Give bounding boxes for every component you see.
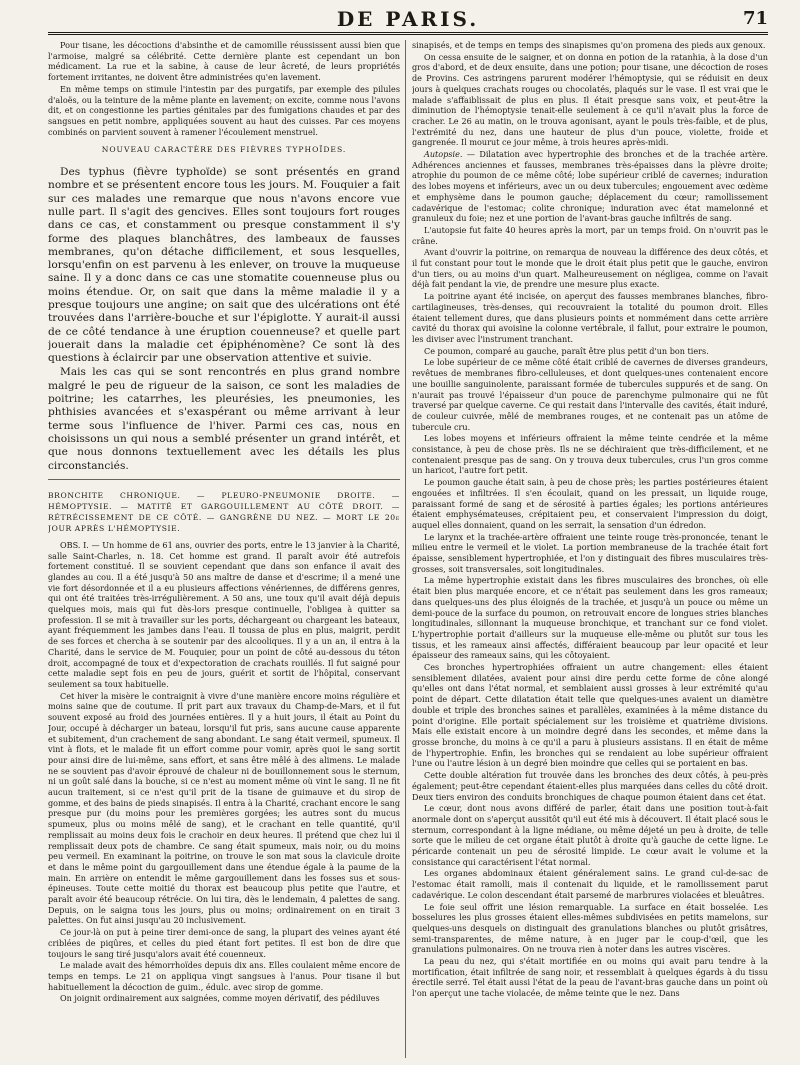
paragraph: Ce poumon, comparé au gauche, paraît être plus petit d'un bon tiers.	[424, 345, 709, 356]
paragraph: Mais les cas qui se sont rencontrés en plus grand nombre malgré le peu de rigueur de la saison, ce sont les maladies de poitrine; les catarrhes, les pleurésies, les pneumonies, les phthisies avancées et s'exaspérant ou même arrivant à leur terme sous l'influence de l'hiver. Parmi ces cas, nous en choisissons un qui nous a semblé présenter un grand intérêt, et que nous donnons textuellement avec les détails les plus circonstanciés.	[48, 366, 400, 472]
paragraph: La poitrine ayant été incisée, on aperçut des fausses membranes blanches, fibro-cartilagineuses, très-denses, qui recouvraient la totalité du poumon droit. Elles étaient tellement dures, que dans plusieurs points et nommément dans cette arrière cavité du thorax qui avoisine la colonne vertébrale, il fallut, pour extraire le poumon, les diviser avec l'instrument tranchant.	[412, 291, 768, 344]
paragraph: Le foie seul offrit une lésion remarquable. La surface en était bosselée. Les bosselures les plus grosses étaient elles-mêmes subdivisées en petits mamelons, sur quelques-uns desquels on distinguait des granulations blanches ou plutôt grisâtres, semi-transparentes, de même nature, à en juger par le coup-d'œil, que les granulations pulmonaires. On ne trouva rien à noter dans les autres viscères.	[412, 901, 768, 955]
paragraph: La même hypertrophie existait dans les fibres musculaires des bronches, où elle était bien plus marquée encore, et ce n'était pas seulement dans les gros rameaux; dans quelques-uns des plus éloignés de la trachée, et jusqu'à un pouce ou même un demi-pouce de la surface du poumon, on retrouvait encore de longues stries blanches longitudinales, sillonnant la muqueuse bronchique, et tranchant sur ce fond violet. L'hypertrophie portait d'ailleurs sur la muqueuse elle-même ou plutôt sur tous les tissus, et les rameaux ainsi affectés, différaient beaucoup par leur opacité et leur épaisseur des rameaux sains, qui les côtoyaient.	[412, 575, 768, 661]
paragraph: Le larynx et la trachée-artère offraient une teinte rouge très-prononcée, tenant le milieu entre le vermeil et le violet. La portion membraneuse de la trachée était fort épaisse, sensiblement hypertrophiée, et l'on y distinguait des fibres musculaires très-grosses, soit transversales, soit longitudinales.	[412, 531, 768, 574]
paragraph: Ces bronches hypertrophiées offraient un autre changement: elles étaient sensiblement dilatées, avaient pour ainsi dire perdu cette forme de cône alongé qu'elles ont dans l'état normal, et semblaient aussi grosses à leur extrémité qu'au point de départ. Cette dilatation était telle que quelques-unes avaient un diamètre double et triple des bronches saines et parallèles, examinées à la même distance du point d'origine. Elle portait spécialement sur les troisième et quatrième divisions. Mais elle existait encore à un moindre degré dans les secondes, et même dans la grosse bronche, du moins à ce qu'il a paru à plusieurs assistans. Il en était de même de l'hypertrophie. Enfin, les bronches qui se rendaient au lobe supérieur offraient l'une ou l'autre lésion à un degré bien moindre que celles qui se portaient en bas.	[412, 662, 768, 769]
right-column	[412, 40, 768, 1060]
paragraph: sinapisés, et de temps en temps des sinapismes qu'on promena des pieds aux genoux.	[412, 40, 766, 50]
paragraph: On joignit ordinairement aux saignées, comme moyen dérivatif, des pédiluves	[60, 993, 380, 1004]
paragraph: Cette double altération fut trouvée dans les bronches des deux côtés, à peu-près également; peut-être cependant étaient-elles plus marquées dans celles du côté droit. Deux tiers environ des conduits bronchiques de chaque poumon étaient dans cet état.	[412, 770, 768, 802]
paragraph: Cet hiver la misère le contraignit à vivre d'une manière encore moins régulière et moins saine que de coutume. Il prit part aux travaux du Champ-de-Mars, et il fut souvent exposé au froid des journées entières. Il y a huit jours, il était au Point du Jour, occupé à décharger un bateau, lorsqu'il fut pris, sans aucune cause apparente et subitement, d'un crachement de sang abondant. Le sang était vermeil, spumeux. Il vint à flots, et le malade fit un effort comme pour vomir, après quoi le sang sortit pour ainsi dire de lui-même, sans effort, et sans être mêlé à des alimens. Le malade ne se souvient pas d'avoir éprouvé de chaleur ni de bouillonnement sous le sternum, ni un goût salé dans la bouche, si ce n'est au moment même où vint le sang. Il ne fit aucun traitement, si ce n'est qu'il prit de la tisane de guimauve et du sirop de gomme, et des bains de pieds sinapisés. Il entra à la Charité, crachant encore le sang presque pur (du moins pour les premières gorgées; les autres sont du mucus spumeux, plus ou moins mêlé de sang), et le crachant en telle quantité, qu'il remplissait au moins deux fois le crachoir en deux heures. Il prétend que chez lui il remplissait deux pots de chambre. Ce sang était spumeux, mais noir, ou du moins peu vermeil. En examinant la poitrine, on trouve le son mat sous la clavicule droite et dans le même point du gargouillement dans une étendue égale à la paume de la main. En arrière on entendit le même gargouillement dans les fosses sus et sous-épineuses. Toute cette moitié du thorax est beaucoup plus petite que l'autre, et paraît avoir été beaucoup rétrécie. On lui tira, dès le lendemain, 4 palettes de sang. Depuis, on le saigna tous les jours, plus ou moins; ordinairement on en tirait 3 palettes. On fut ainsi jusqu'au 20 inclusivement.	[48, 690, 400, 926]
paragraph: La peau du nez, qui s'était mortifiée en ou moins qui avait paru tendre à la mortification, était infiltrée de sang noir, et ressemblait à quelques égards à du tissu érectile serré. Tel était aussi l'état de la peau de l'avant-bras gauche dans un point où l'on aperçut une tache violacée, de même teinte que le nez. Dans	[412, 956, 768, 999]
paragraph: En même temps on stimule l'intestin par des purgatifs, par exemple des pilules d'aloës, ou la teinture de la même plante en lavement; on excite, comme nous l'avons dit, et on congestionne les parties génitales par des fumigations chaudes et par des sangsues en petit nombre, appliquées souvent au haut des cuisses. Par ces moyens combinés on parvient souvent à ramener l'écoulement menstruel.	[48, 83, 400, 137]
paragraph: Pour tisane, les décoctions d'absinthe et de camomille réussissent aussi bien que l'armoise, malgré sa célébrité. Cette dernière plante est cependant un bon médicament. La rue et la sabine, à cause de leur âcreté, de leurs propriétés fortement irritantes, ne doivent être administrées qu'en lavement.	[48, 40, 400, 83]
paragraph: Les lobes moyens et inférieurs offraient la même teinte cendrée et la même consistance, à peu de chose près. Ils ne se déchiraient que très-difficilement, et ne contenaient presque pas de sang. On y trouva deux tubercules, crus l'un gros comme un haricot, l'autre fort petit.	[412, 433, 768, 476]
running-title: DE PARIS.	[336, 7, 480, 31]
paragraph: Avant d'ouvrir la poitrine, on remarqua de nouveau la différence des deux côtés, et il fut constant pour tout le monde que le droit était plus petit que le gauche, environ d'un tiers, ou au moins d'un quart. Malheureusement on négligea, comme on l'avait déjà fait pendant la vie, de prendre une mesure plus exacte.	[412, 247, 768, 290]
paragraph: Des typhus (fièvre typhoïde) se sont présentés en grand nombre et se présentent encore tous les jours. M. Fouquier a fait sur ces malades une remarque que nous n'avons encore vue nulle part. Il s'agit des gencives. Elles sont toujours fort rouges dans ce cas, et constamment ou presque constamment il s'y forme des plaques blanchâtres, des lambeaux de fausses membranes, qu'on détache difficilement, et sous lesquelles, lorsqu'enfin on est parvenu à les enlever, on trouve la muqueuse saine. Il y a donc dans ce cas une stomatite couenneuse plus ou moins étendue. Or, on sait que dans la même maladie il y a presque toujours une angine; on sait que des ulcérations ont été trouvées dans l'arrière-bouche et sur l'épiglotte. Y aurait-il aussi de ce côté tendance à une éruption couenneuse? et quelle part jouerait dans la maladie cet épiphénomène? Ce sont là des questions à éclaircir par une observation attentive et suivie.	[48, 166, 400, 365]
paragraph: Les organes abdominaux étaient généralement sains. Le grand cul-de-sac de l'estomac était ramolli, mais il contenait du liquide, et le ramollissement parut cadavérique. Le colon descendant était parsemé de marbrures violacées et bleuâtres.	[412, 868, 768, 900]
paragraph: Le cœur, dont nous avons différé de parler, était dans une position tout-à-fait anormale dont on s'aperçut aussitôt qu'il eut été mis à découvert. Il était placé sous le sternum, correspondant à la ligne médiane, ou même déjeté un peu à droite, de telle sorte que le milieu de cet organe était plutôt à droite qu'à gauche de cette ligne. Le péricarde contenait un peu de sérosité limpide. Le cœur avait le volume et la consistance qui caractérisent l'état normal.	[412, 803, 768, 867]
autopsy-summary: — Dilatation avec hypertrophie des bronches et de la trachée artère. Adhérences anciennes et fausses, membranes très-épaisses dans la plèvre droite; atrophie du poumon de ce même côté; lobe supérieur criblé de cavernes; induration des lobes moyens et inférieurs, avec un ou deux tubercules; engouement avec œdème et emphysème dans le poumon gauche; déplacement du cœur; ramollissement cadavérique de l'estomac; colite chronique; induration avec état mamelonné et granuleux du foie; nez et une portion de l'avant-bras gauche infiltrés de sang.	[412, 149, 768, 224]
paragraph: OBS. I. — Un homme de 61 ans, ouvrier des ports, entre le 13 janvier à la Charité, salle Saint-Charles, n. 18. Cet homme est grand. Il paraît avoir été autrefois fortement constitué. Il se souvient cependant que dans son enfance il avait des glandes au cou. Il a été jusqu'à 50 ans maître de danse et d'escrime; il a mené une vie fort désordonnée et il a eu plusieurs affections vénériennes, de différens genres, qui ont été traitées très-irrégulièrement. A 50 ans, une toux qu'il avait déjà depuis quelques mois, mais qui fut dès-lors presque continuelle, l'obligea à quitter sa profession. Il se mit à travailler sur les ports, déchargeant ou chargeant les bateaux, ayant fréquemment les jambes dans l'eau. Il toussa de plus en plus, maigrit, perdit de ses forces et chercha à se soutenir par des alcooliques. Il y a un an, il entra à la Charité, dans le service de M. Fouquier, pour un point de côté au-dessous du téton droit, accompagné de toux et d'expectoration de crachats rouillés. Il fut saigné pour cette maladie sept fois en peu de jours, guérit et sortit de l'hôpital, conservant seulement sa toux habituelle.	[48, 539, 400, 689]
left-column	[48, 40, 400, 1060]
section-divider	[48, 479, 400, 480]
paragraph: Le lobe supérieur de ce même côté était criblé de cavernes de diverses grandeurs, revêtues de membranes fibro-celluleuses, et dont quelques-unes contenaient encore une bouillie sanguinolente, paraissant formée de tubercules suppurés et de sang. On n'aurait pas trouvé l'épaisseur d'un pouce de parenchyme pulmonaire qui ne fût traversé par quelque caverne. Ce qui restait dans l'intervalle des cavités, était induré, de couleur cuivrée, mêlé de membranes rouges, et ne contenait pas un atôme de tubercule cru.	[412, 357, 768, 432]
column-divider	[405, 40, 406, 1058]
page-number: 71	[742, 8, 768, 29]
paragraph: Le poumon gauche était sain, à peu de chose près; les parties postérieures étaient engouées et infiltrées. Il s'en écoulait, quand on les pressait, un liquide rouge, paraissant formé de sang et de sérosité à parties égales; les portions antérieures étaient emphysémateuses, crépitaient peu, et conservaient l'impression du doigt, auquel elles donnaient, quand on les serrait, la sensation d'un édredon.	[412, 477, 768, 530]
paragraph: L'autopsie fut faite 40 heures après la mort, par un temps froid. On n'ouvrit pas le crâne.	[412, 224, 768, 246]
autopsy-paragraph	[412, 149, 768, 224]
case-heading: BRONCHITE CHRONIQUE. — PLEURO-PNEUMONIE DROITE. — HÉMOPTYSIE. — MATITÉ ET GARGOUILLEMENT AU CÔTÉ DROIT. — RÉTRÉCISSEMENT DE CE CÔTÉ. — GANGRÈNE DU NEZ. — MORT LE 20e JOUR APRÈS L'HÉMOPTYSIE.	[48, 490, 400, 533]
section-heading: NOUVEAU CARACTÈRE DES FIÈVRES TYPHOÏDES.	[101, 145, 347, 155]
page-header	[48, 6, 768, 35]
paragraph: Ce jour-là on put à peine tirer demi-once de sang, la plupart des veines ayant été criblées de piqûres, et celles du pied étant fort petites. Il est bon de dire que toujours le sang tiré jusqu'alors avait été couenneux.	[48, 927, 400, 959]
paragraph: Le malade avait des hémorrhoïdes depuis dix ans. Elles coulaient même encore de temps en temps. Le 21 on appliqua vingt sangsues à l'anus. Pour tisane il but habituellement la décoction de guim., édulc. avec sirop de gomme.	[48, 960, 400, 992]
autopsy-label: Autopsie.	[424, 149, 463, 160]
paragraph: On cessa ensuite de le saigner, et on donna en potion de la ratanhia, à la dose d'un gros d'abord, et de deux ensuite, dans une potion; pour tisane, une décoction de roses de Provins. Ces astringens parurent modérer l'hémoptysie, qui se réduisit en deux jours à quelques crachats rouges ou chocolatés, plaqués sur le vase. Il est vrai que le malade s'affaiblissait de plus en plus. Il était presque sans voix, et peut-être la diminution de l'hémoptysie tenait-elle seulement à ce qu'il n'avait plus la force de cracher. Le 26 au matin, on le trouva agonisant, ayant le pouls très-faible, et de plus, l'extrémité du nez, dans une hauteur de plus d'un pouce, violette, froide et gangrenée. Il mourut ce jour même, à trois heures après-midi.	[412, 51, 768, 148]
